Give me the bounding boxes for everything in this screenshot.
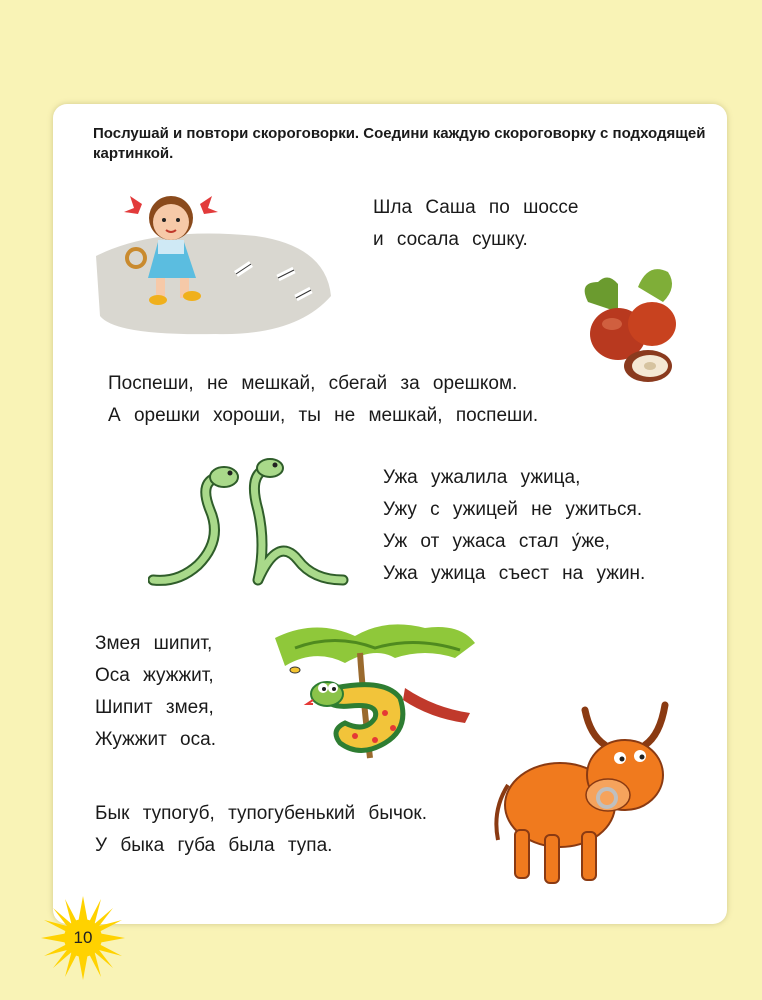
poem-byk <box>95 798 427 862</box>
poem-line: А орешки хороши, ты не мешкай, поспеши. <box>108 405 539 426</box>
orange-bull-illustration <box>490 700 690 890</box>
poem-zmeya <box>95 628 216 756</box>
poem-line: Жужжит оса. <box>95 729 216 750</box>
snake-and-wasp-illustration <box>275 618 475 766</box>
poem-oreshek <box>108 368 538 432</box>
hazelnuts-illustration <box>578 262 682 386</box>
poem-line: Оса жужжит, <box>95 665 214 686</box>
page-number-badge <box>38 893 128 983</box>
poem-line: Змея шипит, <box>95 633 213 654</box>
poem-line: Шла Саша по шоссе <box>373 197 579 218</box>
poem-line: Бык тупогуб, тупогубенький бычок. <box>95 803 428 824</box>
poem-line: У быка губа была тупа. <box>95 835 333 856</box>
poem-line: Ужа ужалила ужица, <box>383 467 581 488</box>
poem-sasha <box>373 192 578 256</box>
poem-line: Ужа ужица съест на ужин. <box>383 563 646 584</box>
instruction-text: Послушай и повтори скороговорки. Соедини каждую скороговорку с подходящей картинкой. <box>93 125 706 162</box>
poem-line: Ужу с ужицей не ужиться. <box>383 499 643 520</box>
poem-line: Поспеши, не мешкай, сбегай за орешком. <box>108 373 518 394</box>
girl-with-sushka-illustration <box>96 186 336 346</box>
poem-line: и сосала сушку. <box>373 229 528 250</box>
poem-line: Уж от ужаса стал у́же, <box>383 531 610 552</box>
two-snakes-illustration <box>148 455 358 590</box>
poem-uzh <box>383 462 645 590</box>
page-number: 10 <box>73 928 93 947</box>
poem-line: Шипит змея, <box>95 697 214 718</box>
